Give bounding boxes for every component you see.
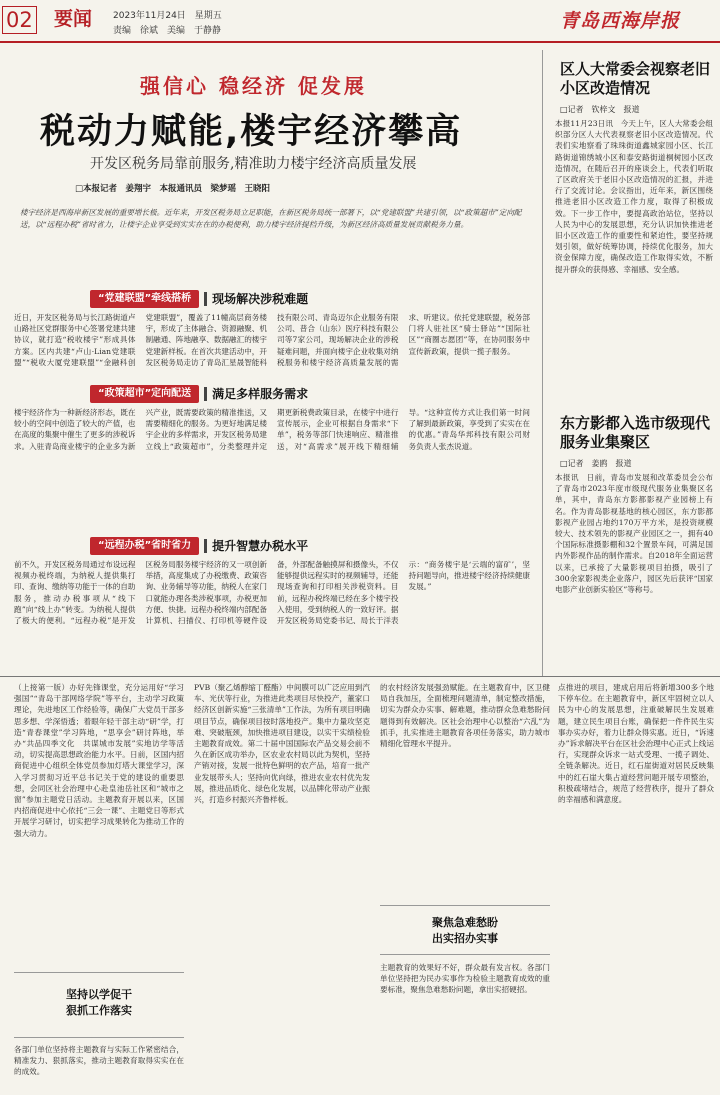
section-divider bbox=[204, 387, 207, 401]
issue-date: 2023年11月24日 星期五 bbox=[113, 11, 222, 21]
lead-subhead: 开发区税务局靠前服务,精准助力楼宇经济高质量发展 bbox=[90, 156, 417, 172]
section-title: 提升智慧办税水平 bbox=[212, 539, 309, 553]
section-divider bbox=[204, 292, 207, 306]
section-body-2: 楼宇经济作为一种新经济形态，既在较小的空间中创造了较大的产值，也在高度的集聚中催生了更多的涉税诉求。入驻青岛商业楼宇的企业多为新兴产业，既需要政策的精准推送，又需要精细化的服务。为更好地满足楼宇企业的多样需求，开发区税务局建立线上“政策超市”，分类整理并定期更新税费政策目录，在楼宇中进行宣传展示，企业可根据自身需求“下单”，税务等部门快速响应、精准推送，对“高需求”展开线下精细辅导。“这种宣传方式让我们第一时间了解到最新政策，享受到了实实在在的优惠。”青岛华邦科技有限公司财务负责人张杰说道。 bbox=[14, 408, 530, 451]
lower-col-1b: 各部门单位坚持将主题教育与实际工作紧密结合，精准发力、狠抓落实，推动主题教育取得实实在在的成效。 bbox=[14, 1045, 184, 1077]
right-byline-1: □记者 钦梓文 报道 bbox=[560, 105, 640, 114]
lead-headline: 税动力赋能,楼宇经济攀高 bbox=[40, 112, 463, 152]
lead-byline: □本报记者 姜翔宇 本报通讯员 梁梦瑶 王晓阳 bbox=[75, 184, 271, 194]
right-body-2: 本报讯 日前，青岛市发展和改革委员会公布了青岛市2023年度市级现代服务业集聚区名单，其中，青岛东方影都影视产业园榜上有名。作为青岛影视基地的核心园区，东方影都影视产业园占地约170万平方米，是投资规模较大、技术领先的影视产业园区之一，拥有40个国际标准摄影棚和32个置景车间，可满足国内外影视作品的制作需求。自2018年全面运营以来，已承接了大量影视项目拍摄，吸引了300余家影视类企业落户，园区先后获评“国家电影产业创新实验区”等称号。 bbox=[555, 473, 713, 595]
section-head-1 bbox=[90, 288, 308, 308]
subhead-box-text: 聚焦急难愁盼 出实招办实事 bbox=[432, 916, 498, 945]
section-divider bbox=[204, 539, 207, 553]
editors-line: 责编 徐斌 美编 于静静 bbox=[113, 26, 222, 36]
subhead-box-1 bbox=[14, 972, 184, 1038]
subhead-box-2 bbox=[380, 905, 550, 955]
page-number: 02 bbox=[2, 6, 37, 34]
lead-summary: 楼宇经济是西海岸新区发展的重要增长极。近年来，开发区税务局立足职能，在新区税务局统一部署下，以“党建联盟”共建引领，以“政策超市”定向配送，以“远程办税”省时省力，让楼宇企业享受到实实在在的办税便利，助力楼宇经济提档升级，为新区经济高质量发展贡献税务力量。 bbox=[20, 208, 522, 229]
section-body-3: 前不久，开发区税务局通过布设远程视频办税终端，为纳税人提供集打印、查询、缴纳等功能于一体的自助服务，推动办税事项从“线下跑”向“线上办”转变。为纳税人提供了极大的便利。“远程办税”是开发区税务局服务楼宇经济的又一项创新举措，高度集成了办税缴费、政策咨询、业务辅导等功能，纳税人在家门口就能办理各类涉税事项，办税更加方便、快捷。远程办税终端内部配备计算机、扫描仪、打印机等硬件设备，外部配备触摸屏和摄像头，不仅能够提供远程实时的视频辅导，还能现场查询和打印相关涉税资料。目前，远程办税终端已经在多个楼宇投入使用，受到纳税人的一致好评。据开发区税务局党委书记、局长于洋表示：“商务楼宇是‘云端的富矿’，坚持问题导向，推进楼宇经济持续健康发展。” bbox=[14, 560, 530, 626]
section-head-3 bbox=[90, 535, 308, 555]
lower-col-3b: 主题教育的效果好不好，群众最有发言权。各部门单位坚持把为民办实事作为检验主题教育成效的重要标准，聚焦急难愁盼问题，拿出实招硬招。 bbox=[380, 963, 550, 995]
lower-col-4: 点推进的项目，建成启用后将新增300多个地下停车位。在主题教育中，新区牢固树立以人民为中心的发展思想，注重破解民生发展难题，建立民生项目台账，确保把一件件民生实事办实办好，着力让群众得实惠。近日，“诉速办”诉求解决平台在区社会治理中心正式上线运行，实现群众诉求一站式受理、一揽子调处、全链条解决。近日，红石崖街道对居民反映集中的红石崖大集占道经营问题开展专项整治，积极疏堵结合，规范了经营秩序，提升了群众的幸福感和满意度。 bbox=[558, 683, 714, 805]
section-tag: “党建联盟”牵线搭桥 bbox=[90, 290, 199, 308]
section-tag: “政策超市”定向配送 bbox=[90, 385, 199, 403]
right-byline-2: □记者 姜鸥 报道 bbox=[560, 459, 632, 468]
lead-kicker: 强信心 稳经济 促发展 bbox=[140, 74, 367, 98]
column-divider bbox=[542, 50, 543, 676]
section-body-1: 近日，开发区税务局与长江路街道卢山路社区党群服务中心签署党建共建协议，就打造“税收楼宇”形成具体方案。区内共建“卢山·Lian党建联盟”“税收大厦党建联盟”“金融科创党建联盟”，覆盖了11幢高层商务楼宇，形成了主体融合、资源融聚、机制融通、阵地融享、数据融汇的楼宇党建新样板。在首次共建活动中，开发区税务局走访了青岛汇星晟智能科技有限公司、青岛迈尔企业服务有限公司、普合（山东）医疗科技有限公司等7家公司，现场解决企业的涉税疑难问题，并面向楼宇企业收集对纳税服务和楼宇经济高质量发展的需求、听建议。依托党建联盟，税务部门将人驻社区“骑士驿站”“国际社区”“商圈志愿团”等，在协同服务中宣传新政策，提供一揽子服务。 bbox=[14, 313, 530, 367]
right-headline-2: 东方影都入选市级现代服务业集聚区 bbox=[560, 414, 711, 451]
lower-col-3: 的农村经济发展强劲赋能。在主题教育中，区卫健局自我加压，全面梳理问题清单，制定整改措施，切实为群众办实事、解难题，推动群众急难愁盼问题得到有效解决。区社会治理中心以整治“六乱”为抓手，扎实推进主题教育各项任务落实，助力城市精细化管理水平提升。 bbox=[380, 683, 550, 749]
right-headline-1: 区人大常委会视察老旧小区改造情况 bbox=[560, 60, 711, 97]
subhead-box-text: 坚持以学促干 狠抓工作落实 bbox=[66, 988, 132, 1017]
section-name: 要闻 bbox=[54, 8, 93, 30]
page-header bbox=[0, 0, 720, 44]
section-head-2 bbox=[90, 383, 308, 403]
lower-col-1: （上接第一版）办好先锋课堂，充分运用好“学习强国”“青岛干部网络学院”等平台，主动学习政策理论，先进地区工作经验等，确保广大党员干部多思多想、学深悟透；着眼年轻干部主动“研”学，打造“青春课堂”学习阵地，“思享会”研讨阵地，举办“共品四季文化 共谋城市发展”实地访学等活动，切实提高思想政治能力水平。日前，区国内招商促进中心组织全体党员参加灯塔大课堂学习，深入学习贯彻习近平总书记关于党的建设的重要思想，会同区社会治理中心赴皇池岳社区和“城市之窗”参加主题党日活动。主题教育开展以来，区国内招商促进中心依托“三会一课”、主题党日等形式开展学习研讨，切实把学习成果转化为推动工作的强大动力。 bbox=[14, 683, 184, 838]
lower-col-2: PVB（聚乙烯醇缩丁醛酯）中间膜可以广泛应用到汽车、光伏等行业，为推进此类项目尽快投产，董家口经济区创新实施“三张清单”工作法，为所有项目明确项目节点，确保项目按时落地投产。集中力量攻坚克难、突破瓶颈，加快推进项目建设，以实干实绩检验主题教育成效。第二十届中国国际农产品交易会前不久在新区成功举办，区农业农村局以此为契机，坚持产销对接，发展一批特色鲜明的农产品，培育一批产业发展带头人；坚持向优向绿，推进农业农村优先发展，推进品质化、绿色化发展，以品牌化带动产业振兴，打造乡村振兴齐鲁样板。 bbox=[194, 683, 370, 805]
right-body-1: 本报11月23日讯 今天上午，区人大常委会组织部分区人大代表视察老旧小区改造情况。代表们实地察看了珠珠街道鑫城家园小区、长江路街道锦绣城小区和泰安路街道桐树园小区改造情况，在随后召开的座谈会上，代表们听取了区政府关于老旧小区改造情况的汇报，并进行了交流讨论。会议指出，近年来，新区围绕推进老旧小区改造工作力度，取得了积极成效。下一步工作中，要提高政治站位，坚持以人民为中心的发展思想，充分认识加快推进老旧小区改造工作的重要性和紧迫性，要坚持规划引领，做好统筹协调，持续优化服务，加大资金保障力度，确保改造工作取得实效，不断提升群众的获得感、幸福感、安全感。 bbox=[555, 119, 713, 274]
section-title: 满足多样服务需求 bbox=[212, 387, 309, 401]
header-divider bbox=[0, 41, 720, 43]
section-tag: “远程办税”省时省力 bbox=[90, 537, 199, 555]
horizontal-rule bbox=[0, 676, 720, 677]
section-title: 现场解决涉税难题 bbox=[212, 292, 309, 306]
masthead-logo: 青岛西海岸报 bbox=[560, 10, 681, 32]
